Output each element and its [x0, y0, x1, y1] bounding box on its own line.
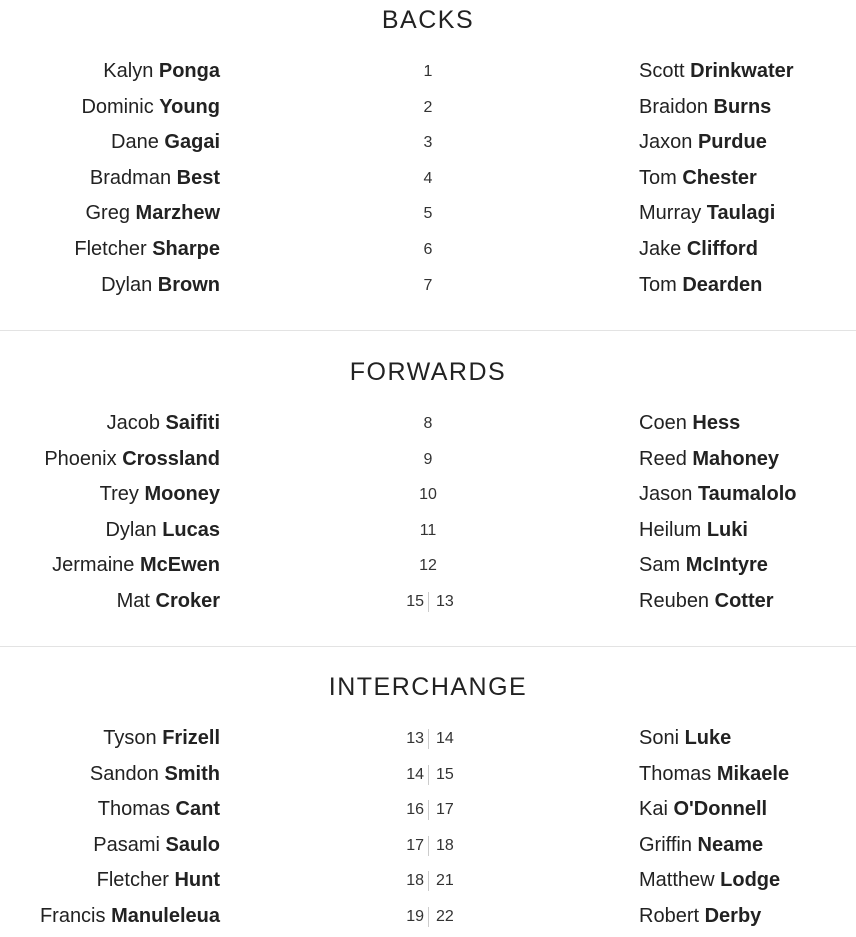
away-jersey-number: 14	[436, 730, 454, 747]
away-player-first-name: Jason	[639, 483, 693, 506]
away-player-first-name: Robert	[639, 904, 700, 927]
player-row	[0, 268, 856, 304]
away-player-name[interactable]	[639, 761, 789, 787]
player-row	[0, 863, 856, 899]
away-player-first-name: Coen	[639, 412, 687, 434]
player-row	[0, 899, 856, 935]
away-player-last-name: Luki	[706, 518, 748, 541]
home-player-name[interactable]	[98, 796, 220, 822]
home-player-first-name: Bradman	[89, 166, 172, 189]
away-player-name[interactable]	[639, 481, 796, 507]
player-row	[0, 548, 856, 584]
player-row	[0, 90, 856, 126]
home-player-first-name: Phoenix	[44, 447, 117, 470]
away-player-last-name: Dearden	[682, 273, 763, 296]
home-player-name[interactable]	[90, 761, 220, 787]
away-player-last-name: Luke	[684, 727, 732, 749]
away-player-name[interactable]	[639, 200, 775, 226]
away-player-name[interactable]	[639, 552, 768, 578]
away-player-name[interactable]	[639, 58, 794, 84]
jersey-number: 11	[419, 521, 437, 539]
away-jersey-number: 22	[436, 907, 454, 925]
home-player-name[interactable]	[117, 588, 220, 614]
number-separator	[428, 765, 429, 785]
number-separator	[428, 871, 429, 891]
jersey-number: 4	[423, 169, 433, 187]
away-player-last-name: Neame	[697, 833, 764, 856]
jersey-number: 9	[423, 450, 433, 468]
home-player-first-name: Mat	[116, 589, 150, 612]
player-row	[0, 757, 856, 793]
home-player-first-name: Greg	[85, 202, 130, 225]
home-player-last-name: Saulo	[165, 833, 220, 856]
jersey-number: 6	[423, 240, 433, 258]
away-player-name[interactable]	[639, 867, 780, 893]
away-player-last-name: Clifford	[686, 237, 758, 260]
away-player-first-name: Jake	[639, 237, 682, 260]
number-separator	[428, 592, 429, 612]
home-player-last-name: Manuleleua	[111, 904, 220, 927]
away-jersey-number: 17	[436, 801, 454, 819]
home-jersey-number: 14	[406, 765, 424, 783]
home-player-name[interactable]	[40, 903, 220, 929]
home-player-last-name: Smith	[164, 762, 220, 785]
home-player-first-name: Jacob	[106, 412, 160, 434]
away-player-first-name: Matthew	[639, 869, 715, 892]
jersey-number: 8	[423, 415, 433, 432]
home-player-last-name: McEwen	[139, 554, 220, 577]
home-player-last-name: Saifiti	[165, 412, 220, 434]
away-player-name[interactable]	[639, 410, 740, 436]
away-player-name[interactable]	[639, 903, 761, 929]
home-player-first-name: Dane	[111, 131, 159, 154]
away-player-first-name: Jaxon	[639, 131, 693, 154]
player-row	[0, 584, 856, 620]
away-player-last-name: Hess	[692, 412, 741, 434]
away-jersey-number: 18	[436, 836, 454, 854]
number-separator	[428, 907, 429, 927]
away-player-last-name: Derby	[704, 904, 762, 927]
away-player-last-name: Chester	[682, 166, 757, 189]
away-player-first-name: Murray	[639, 202, 702, 225]
section-divider	[0, 646, 856, 647]
home-jersey-number: 18	[406, 872, 424, 890]
player-row	[0, 513, 856, 549]
player-row	[0, 442, 856, 478]
home-player-first-name: Thomas	[97, 798, 170, 821]
backs-rows	[0, 54, 856, 303]
jersey-number: 2	[423, 98, 433, 116]
home-player-first-name: Jermaine	[52, 554, 135, 577]
home-player-first-name: Dominic	[81, 95, 154, 118]
home-player-last-name: Crossland	[122, 447, 220, 470]
away-player-name[interactable]	[639, 725, 731, 751]
home-player-last-name: Frizell	[162, 727, 220, 749]
home-player-last-name: Young	[159, 95, 220, 118]
jersey-number: 7	[423, 276, 433, 294]
away-jersey-number: 15	[436, 765, 454, 783]
home-player-first-name: Trey	[99, 483, 139, 506]
home-player-last-name: Brown	[157, 273, 220, 296]
interchange-rows	[0, 721, 856, 935]
home-player-last-name: Sharpe	[152, 237, 220, 260]
away-player-name[interactable]	[639, 517, 748, 543]
jersey-number: 3	[423, 134, 433, 152]
home-player-first-name: Fletcher	[74, 237, 147, 260]
away-player-name[interactable]	[639, 94, 771, 120]
player-row	[0, 721, 856, 757]
home-player-first-name: Fletcher	[96, 869, 169, 892]
number-separator	[428, 800, 429, 820]
home-jersey-number: 16	[406, 801, 424, 819]
away-player-last-name: McIntyre	[685, 554, 768, 577]
away-player-name[interactable]	[639, 236, 758, 262]
player-row	[0, 232, 856, 268]
home-jersey-number: 17	[406, 836, 424, 854]
away-player-name[interactable]	[639, 129, 767, 155]
jersey-number: 1	[423, 63, 433, 80]
home-player-first-name: Dylan	[101, 273, 153, 296]
away-player-name[interactable]	[639, 588, 774, 614]
jersey-number: 5	[423, 205, 433, 223]
away-player-first-name: Braidon	[639, 95, 708, 118]
home-jersey-number: 15	[406, 592, 424, 610]
away-player-first-name: Tom	[639, 273, 677, 296]
home-player-last-name: Best	[176, 166, 220, 189]
home-player-name[interactable]	[93, 832, 220, 858]
home-player-last-name: Croker	[155, 589, 220, 612]
home-player-name[interactable]	[97, 867, 220, 893]
home-player-last-name: Marzhew	[135, 202, 220, 225]
home-player-last-name: Mooney	[144, 483, 220, 506]
away-player-first-name: Thomas	[639, 762, 712, 785]
number-separator	[428, 729, 429, 749]
player-row	[0, 125, 856, 161]
away-player-last-name: O'Donnell	[673, 798, 768, 821]
away-player-last-name: Burns	[713, 95, 772, 118]
away-player-last-name: Purdue	[697, 131, 767, 154]
away-player-first-name: Sam	[639, 554, 681, 577]
away-player-name[interactable]	[639, 832, 763, 858]
player-row	[0, 196, 856, 232]
away-player-last-name: Mikaele	[716, 762, 790, 785]
jersey-number: 10	[419, 486, 437, 504]
section-title-interchange: INTERCHANGE	[328, 673, 528, 701]
home-player-last-name: Ponga	[158, 60, 220, 82]
away-player-name[interactable]	[639, 446, 779, 472]
home-player-name[interactable]	[103, 725, 220, 751]
section-divider	[0, 330, 856, 331]
number-separator	[428, 836, 429, 856]
away-player-first-name: Scott	[639, 60, 685, 82]
away-player-first-name: Heilum	[639, 518, 702, 541]
home-player-first-name: Sandon	[89, 762, 159, 785]
player-row	[0, 792, 856, 828]
home-player-last-name: Gagai	[164, 131, 220, 154]
home-player-first-name: Dylan	[105, 518, 157, 541]
player-row	[0, 828, 856, 864]
player-row	[0, 477, 856, 513]
away-player-name[interactable]	[639, 272, 762, 298]
away-player-name[interactable]	[639, 796, 767, 822]
away-player-first-name: Soni	[639, 727, 680, 749]
home-jersey-number: 13	[406, 730, 424, 747]
away-player-last-name: Taulagi	[706, 202, 776, 225]
away-player-first-name: Reuben	[639, 589, 710, 612]
away-player-last-name: Mahoney	[692, 447, 780, 470]
away-player-last-name: Taumalolo	[697, 483, 797, 506]
away-player-first-name: Griffin	[639, 833, 692, 856]
away-jersey-number: 21	[436, 872, 454, 890]
away-player-last-name: Lodge	[720, 869, 781, 892]
home-player-last-name: Hunt	[174, 869, 220, 892]
away-player-last-name: Drinkwater	[690, 60, 794, 82]
jersey-number: 12	[419, 557, 437, 575]
home-player-first-name: Francis	[39, 904, 106, 927]
away-player-first-name: Tom	[639, 166, 677, 189]
home-player-first-name: Tyson	[103, 727, 157, 749]
home-player-first-name: Kalyn	[103, 60, 154, 82]
forwards-rows	[0, 406, 856, 620]
player-row	[0, 54, 856, 90]
away-player-first-name: Kai	[639, 798, 668, 821]
away-player-first-name: Reed	[639, 447, 687, 470]
away-jersey-number: 13	[436, 592, 454, 610]
home-player-first-name: Pasami	[93, 833, 160, 856]
home-player-last-name: Lucas	[162, 518, 220, 541]
player-row	[0, 161, 856, 197]
section-title-backs: BACKS	[381, 6, 475, 34]
home-jersey-number: 19	[406, 907, 424, 925]
section-title-forwards: FORWARDS	[349, 358, 507, 386]
away-player-last-name: Cotter	[714, 589, 774, 612]
away-player-name[interactable]	[639, 165, 757, 191]
home-player-last-name: Cant	[175, 798, 220, 821]
player-row	[0, 406, 856, 442]
